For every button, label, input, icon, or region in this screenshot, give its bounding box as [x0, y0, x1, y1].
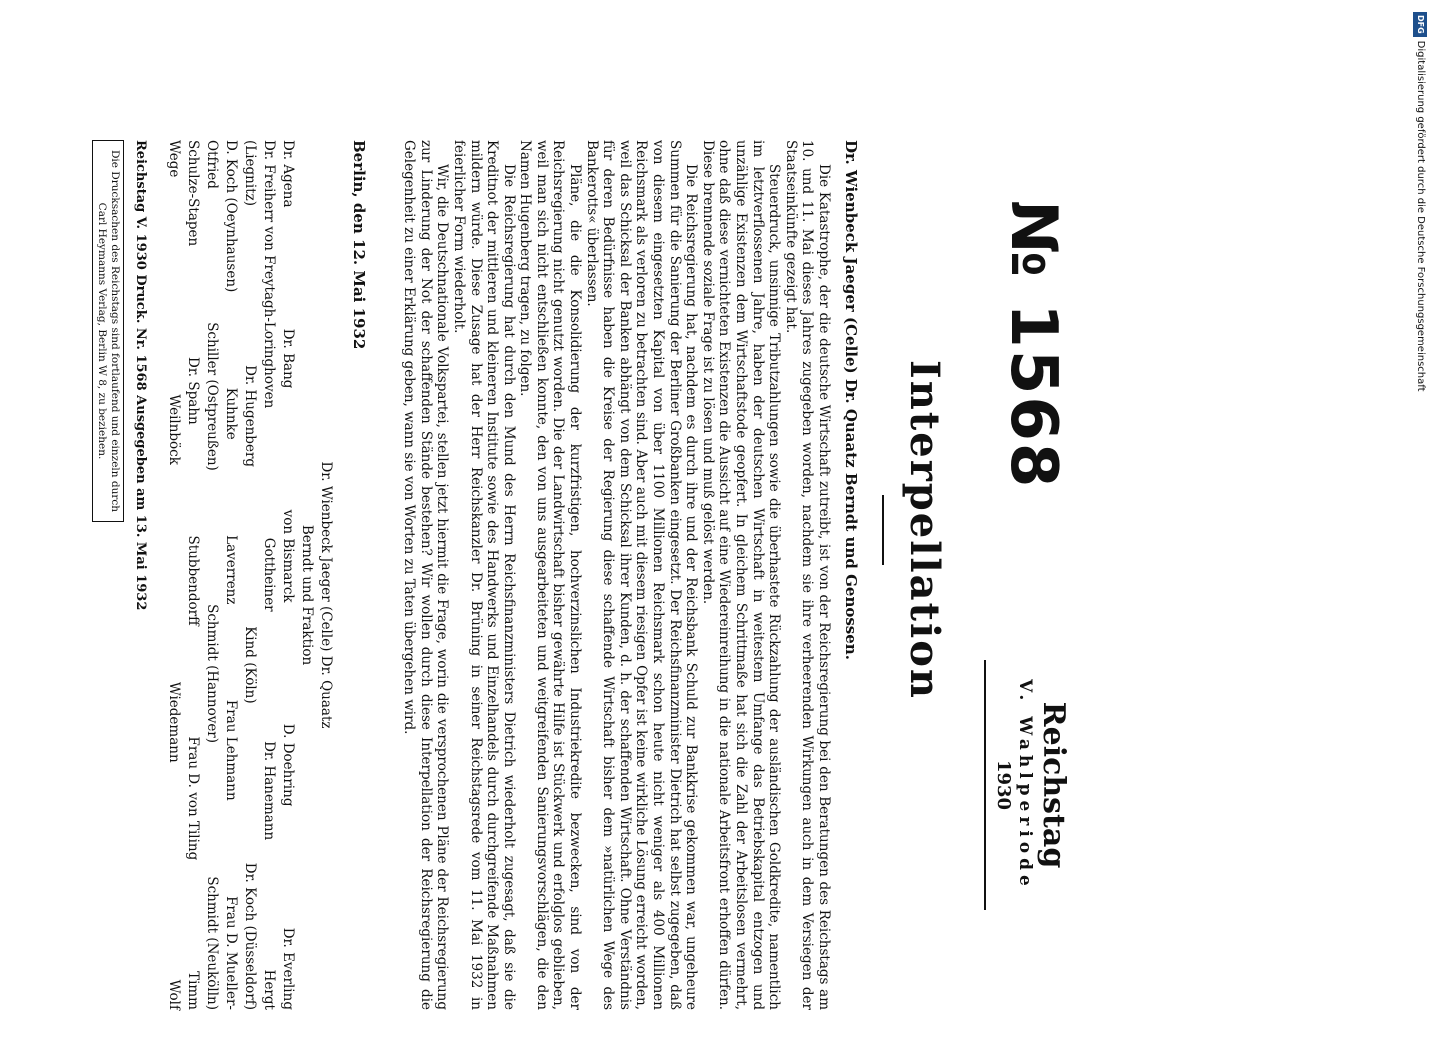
signatory-name: D. Doehring [280, 723, 296, 807]
signatory-name: Schmidt (Neukölln) [204, 876, 220, 1010]
signatory-name: D. Koch (Oeynhausen) [223, 140, 239, 293]
publisher-note: Die Drucksachen des Reichstags sind fortlaufend und einzeln durch Carl Heymanns Verlag, Berlin W 8, zu beziehen. [92, 140, 124, 522]
signatory-name: Laverrenz [223, 535, 239, 605]
reichstag-title: Reichstag [1036, 701, 1071, 869]
paragraph: Pläne, die die Konsolidierung der kurzfristigen, hochverzinslichen Industriekredite bezwecken, sind von der Reichsregierung nicht genutzt worden. Die der Landwirtschaft bisher gewährte Hilfe ist Stückwerk und erfolglos geblieben, weil man sich nicht entschließen konnte, den von uns ausgearbeiteten und weitgreifenden Sanierungsvorschlägen, die den Namen Hugenberg tragen, zu folgen. [517, 140, 584, 1010]
signatory-row [164, 140, 183, 1010]
header-rule [984, 660, 986, 910]
body-text [401, 140, 832, 1010]
signatory-row [278, 140, 297, 1010]
reichstag-block [984, 650, 1070, 920]
paragraph: Wir, die Deutschnationale Volkspartei, stellen jetzt hiermit die Frage, worin die versprochenen Pläne der Reichsregierung zur Linderung der Not der schaffenden Stände bestehen? Wir wollen durch diese Interpellation der Reichsregierung die Gelegenheit zu einer Erklärung geben, wann sie von Worten zu Taten übergehen wird. [401, 140, 451, 1010]
signatory-name: Dr. Everling [280, 927, 296, 1010]
signatory-name: Timm [185, 971, 201, 1010]
signatories-fraktion: Berndt und Fraktion [299, 524, 315, 666]
signatory-name: Wege [166, 140, 182, 178]
signatory-name: Schiller (Ostpreußen) [204, 322, 220, 471]
signatory-name: Wolf [166, 979, 182, 1010]
signatory-name: Frau Lehmann [223, 699, 239, 801]
signatory-name: Schmidt (Hannover) [204, 604, 220, 744]
signatory-name: Dr. Freiherr von Freytagh-Loringhoven [261, 140, 277, 409]
signatory-name: Dr. Agena [280, 140, 296, 208]
signatories [164, 140, 335, 1010]
digitization-text: Digitalisierung gefördert durch die Deutsche Forschungsgemeinschaft [1415, 40, 1426, 392]
paragraph: Die Reichsregierung hat durch den Mund des Herrn Reichsfinanzministers Dietrich wiederholt zugesagt, daß sie die Kreditnot der mittleren und kleineren Institute sowie des Handwerks und Einzelhandels durch durchgreifende Maßnahmen mildern würde. Diese Zusage hat der Herr Reichskanzler Dr. Brüning in seiner Reichstagsrede vom 11. Mai 1932 in feierlicher Form wiederholt. [450, 140, 517, 1010]
signatory-row [202, 140, 221, 1010]
document-title: Interpellation [901, 360, 948, 700]
signatory-name: (Liegnitz) [242, 140, 258, 206]
signatory-name: Schulze-Stapen [185, 140, 201, 247]
wahlperiode: V. Wahlperiode [1015, 679, 1035, 891]
signatory-name: Frau D. von Tiling [185, 736, 201, 861]
paragraph: Die Katastrophe, der die deutsche Wirtschaft zutreibt, ist von der Reichsregierung bei den Beratungen des Reichstags am 10. und 11. Mai dieses Jahres zugegeben worden, nachdem sie ihre verheerenden Wirkungen auch in dem Versiegen der Staatseinkünfte gezeigt hat. [782, 140, 832, 1010]
header [960, 170, 1080, 930]
digitization-note [1413, 12, 1427, 392]
signatory-row [183, 140, 202, 1010]
signatory-name: Dr. Koch (Düsseldorf) [242, 862, 258, 1010]
document-page [20, 100, 1080, 1060]
title-rule [882, 495, 884, 565]
signatory-name: Stubbendorff [185, 535, 201, 626]
signatory-name: Dr. Hugenberg [242, 365, 258, 468]
signatory-name: Frau D. Mueller- [223, 896, 239, 1010]
signatory-row [240, 140, 259, 1010]
signatory-name: Hergt [261, 969, 277, 1010]
signatory-name: Wiedemann [166, 681, 182, 763]
signatories-list [164, 140, 297, 1010]
authors-line: Dr. Wienbeck Jaeger (Celle) Dr. Quaatz Berndt und Genossen. [842, 140, 860, 660]
dfg-logo: DFG [1413, 12, 1427, 37]
signatory-name: Kuhnke [223, 387, 239, 440]
signatory-name: Kind (Köln) [242, 626, 258, 704]
signatory-row [221, 140, 240, 1010]
signatory-name: Weilnböck [166, 394, 182, 465]
signatory-name: Dr. Spahn [185, 357, 201, 425]
signatory-name: Dr. Bang [280, 328, 296, 389]
signatory-name: von Bismarck [280, 509, 296, 603]
place-date: Berlin, den 12. Mai 1932 [350, 140, 368, 350]
footer-line: Reichstag V. 1930 Druck. Nr. 1568 Ausgegeben am 13. Mai 1932 [133, 140, 148, 611]
signatory-name: Otfried [204, 140, 220, 189]
year: 1930 [993, 759, 1014, 811]
signatory-row [259, 140, 278, 1010]
document-number: № 1568 [996, 200, 1070, 490]
signatory-name: Dr. Hanemann [261, 741, 277, 841]
signatories-head: Dr. Wienbeck Jaeger (Celle) Dr. Quaatz [318, 461, 334, 729]
signatory-name: Gottheiner [261, 537, 277, 612]
paragraph: Die Reichsregierung hat, nachdem es durch ihre und der Reichsbank Schuld zur Bankkrise gekommen war, ungeheure Summen für die Sanierung der Berliner Großbanken eingesetzt. Der Reichsfinanzminister Dietrich hat selbst zugegeben, daß von diesem eingesetzten Kapital von über 1100 Millionen Reichsmark schon heute nicht weniger als 400 Millionen Reichsmark als verloren zu betrachten sind. Aber auch mit diesem riesigen Opfer ist keine wirkliche Lösung erreicht worden, weil das Schicksal der Banken abhängt von dem Schicksal ihrer Kunden, d. h. der schaffenden Wirtschaft. Ohne Verständnis für deren Bedürfnisse haben die Kreise der Regierung diese schaffende Wirtschaft bisher dem »natürlichen Wege des Bankerotts« überlassen. [583, 140, 700, 1010]
paragraph: Steuerdruck, unsinnige Tributzahlungen sowie die überhastete Rückzahlung der ausländischen Goldkredite, namentlich im letztverflossenen Jahre, haben der deutschen Wirtschaft in weitestem Umfange das Betriebskapital entzogen und unzählige Existenzen dem Wirtschaftstode geopfert. In gleichem Schrittmaße hat sich die Zahl der Arbeitslosen vermehrt, ohne daß diese vernichteten Existenzen die Aussicht auf eine Wiedereinreihung in die nationale Arbeitsfront erhoffen dürfen. Diese brennende soziale Frage ist zu lösen und muß gelöst werden. [699, 140, 783, 1010]
